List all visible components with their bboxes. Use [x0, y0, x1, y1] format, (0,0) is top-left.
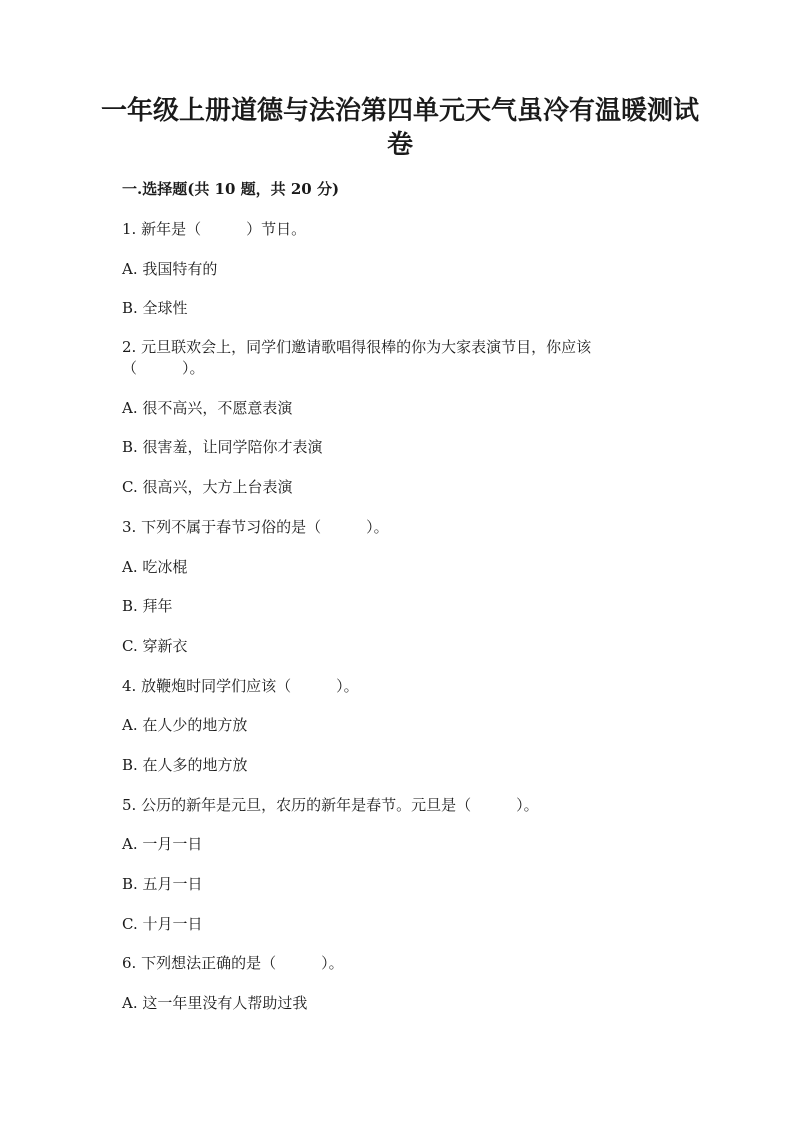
- question-6-stem: 6. 下列想法正确的是（ ）。: [122, 954, 344, 972]
- question-6-option-a: A. 这一年里没有人帮助过我: [122, 994, 308, 1012]
- section-heading: 一.选择题(共 10 题，共 20 分): [122, 180, 340, 198]
- question-1-option-b: B. 全球性: [122, 299, 188, 317]
- question-5-stem: 5. 公历的新年是元旦，农历的新年是春节。元旦是（ ）。: [122, 796, 539, 814]
- page-title: 一年级上册道德与法治第四单元天气虽冷有温暖测试卷: [100, 96, 699, 160]
- question-1-stem: 1. 新年是（ ）节日。: [122, 220, 307, 238]
- question-4-option-b: B. 在人多的地方放: [122, 756, 248, 774]
- question-3-option-a: A. 吃冰棍: [122, 558, 188, 576]
- question-1-option-a: A. 我国特有的: [122, 260, 218, 278]
- question-4-option-a: A. 在人少的地方放: [122, 716, 248, 734]
- question-5-option-c: C. 十月一日: [122, 915, 203, 933]
- question-5-option-b: B. 五月一日: [122, 875, 203, 893]
- question-2-stem: 2. 元旦联欢会上，同学们邀请歌唱得很棒的你为大家表演节目，你应该（ ）。: [122, 338, 592, 377]
- question-2-option-c: C. 很高兴，大方上台表演: [122, 478, 293, 496]
- question-3-stem: 3. 下列不属于春节习俗的是（ ）。: [122, 518, 389, 536]
- question-2-option-b: B. 很害羞，让同学陪你才表演: [122, 438, 323, 456]
- question-3-option-c: C. 穿新衣: [122, 637, 188, 655]
- question-5-option-a: A. 一月一日: [122, 835, 203, 853]
- question-4-stem: 4. 放鞭炮时同学们应该（ ）。: [122, 677, 359, 695]
- question-3-option-b: B. 拜年: [122, 597, 173, 615]
- question-2-option-a: A. 很不高兴，不愿意表演: [122, 399, 293, 417]
